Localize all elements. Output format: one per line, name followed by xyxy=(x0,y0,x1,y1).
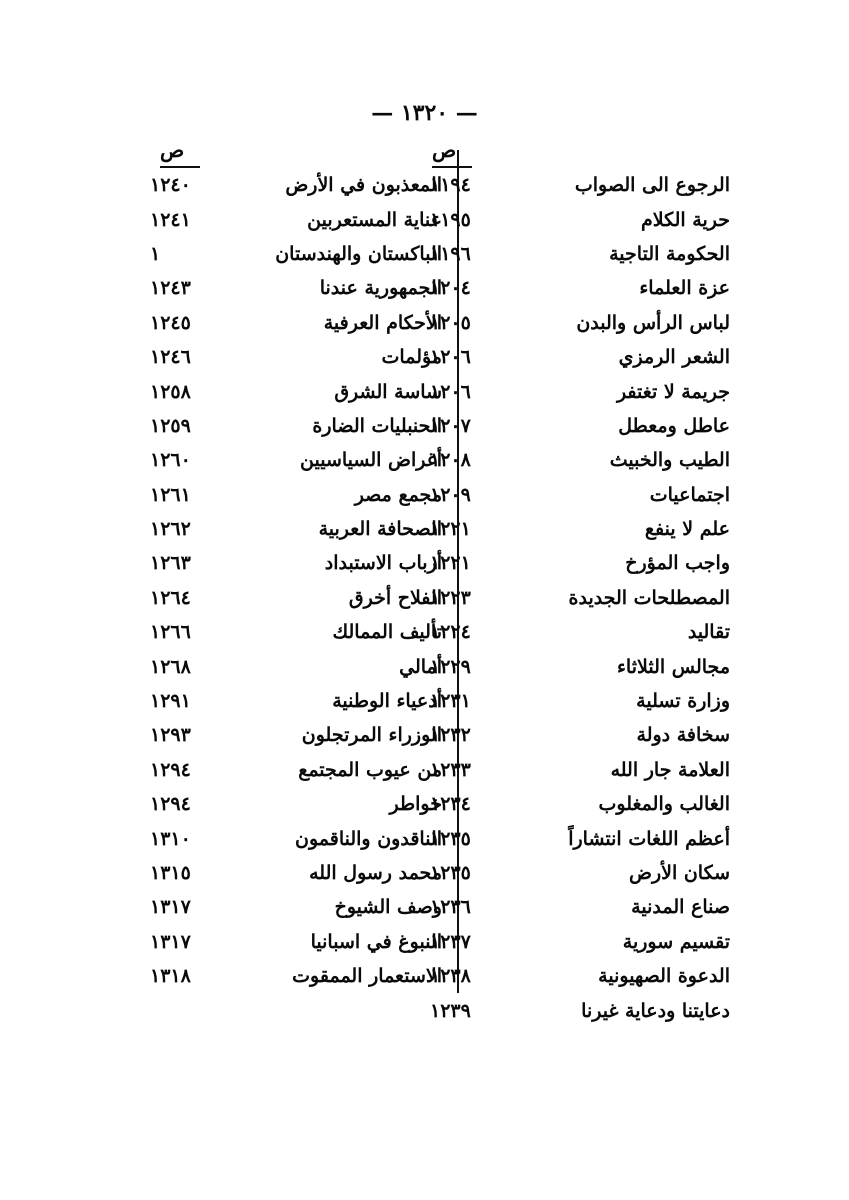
toc-entry-title: سكان الأرض xyxy=(628,862,730,884)
toc-entry-page: ١٢٠٦ xyxy=(430,380,471,403)
toc-entry-page: ١٢٣٤ xyxy=(430,793,471,816)
toc-entry-page: ١٢٢٣ xyxy=(430,586,471,609)
toc-entry-page: ١١٩٦ xyxy=(430,242,471,265)
toc-entry-page: ١٢٣١ xyxy=(430,690,471,713)
toc-entry xyxy=(150,856,442,890)
toc-entry xyxy=(430,959,730,993)
toc-entry xyxy=(430,753,730,787)
toc-entry xyxy=(430,306,730,340)
right-column-list xyxy=(430,168,730,1028)
toc-entry xyxy=(430,821,730,855)
toc-entry xyxy=(150,649,442,683)
toc-entry-title: علم لا ينفع xyxy=(644,518,730,541)
toc-entry xyxy=(150,168,442,202)
toc-entry-page: ١٢٦٤ xyxy=(150,586,191,609)
toc-entry-page: ١٣١٨ xyxy=(150,965,191,988)
right-column-page-header xyxy=(432,138,472,168)
left-column-list xyxy=(150,168,442,993)
toc-entry-page: ١٢٩٤ xyxy=(150,758,191,781)
toc-entry-page: ١٢٣٩ xyxy=(430,999,471,1022)
toc-entry xyxy=(150,959,442,993)
toc-entry xyxy=(150,718,442,752)
toc-entry-title: خواطر xyxy=(389,793,442,816)
toc-entry-page: ١٣١٧ xyxy=(150,930,191,953)
toc-entry xyxy=(150,237,442,271)
toc-entry-title: صناع المدنية xyxy=(631,896,730,919)
right-column-page-header-label: ص xyxy=(432,138,457,162)
toc-entry-title: اجتماعيات xyxy=(649,483,730,506)
toc-entry-page: ١ xyxy=(150,242,161,265)
toc-entry xyxy=(430,615,730,649)
toc-entry xyxy=(150,546,442,580)
toc-entry-title: أرباب الاستبداد xyxy=(324,552,442,575)
toc-entry-title: الأحكام العرفية xyxy=(323,311,442,334)
toc-entry xyxy=(430,409,730,443)
toc-entry-title: مجمع مصر xyxy=(354,483,442,506)
left-column-page-header xyxy=(160,138,200,168)
toc-entry-title: الرجوع الى الصواب xyxy=(574,174,730,197)
toc-entry-page: ١٢٣٥ xyxy=(430,862,471,884)
toc-entry xyxy=(150,684,442,718)
toc-entry-title: الغالب والمغلوب xyxy=(598,793,730,816)
toc-entry-title: الناقدون والناقمون xyxy=(295,827,442,850)
toc-entry xyxy=(150,202,442,236)
toc-entry xyxy=(150,753,442,787)
toc-entry-title: دعايتنا ودعاية غيرنا xyxy=(581,999,730,1022)
toc-entry-page: ١٢٢٤ xyxy=(430,621,471,644)
toc-entry xyxy=(150,409,442,443)
toc-entry-page: ١٢٠٦ xyxy=(430,346,471,369)
toc-entry-page: ١٢٣٢ xyxy=(430,724,471,747)
toc-entry-page: ١٢٩٤ xyxy=(150,793,191,816)
toc-entry-page: ١٢٦٢ xyxy=(150,518,191,541)
toc-entry-title: أدعياء الوطنية xyxy=(332,690,442,713)
toc-entry xyxy=(150,925,442,959)
toc-entry-page: ١٢٥٨ xyxy=(150,380,191,403)
toc-entry xyxy=(150,787,442,821)
toc-entry xyxy=(430,787,730,821)
toc-entry-title: الفلاح أخرق xyxy=(348,586,442,609)
toc-entry-page: ١٢٤٣ xyxy=(150,277,191,300)
toc-entry xyxy=(430,202,730,236)
toc-entry-page: ١٢٢٩ xyxy=(430,655,471,678)
toc-entry-title: الدعوة الصهيونية xyxy=(598,965,730,988)
toc-entry xyxy=(430,237,730,271)
toc-entry-title: تقسيم سورية xyxy=(622,930,730,953)
toc-entry xyxy=(430,271,730,305)
toc-entry xyxy=(430,168,730,202)
toc-entry-page: ١٢٦٣ xyxy=(150,552,191,575)
toc-entry-page: ١٢٠٥ xyxy=(430,311,471,334)
toc-entry xyxy=(430,512,730,546)
toc-entry-page: ١٢٣٣ xyxy=(430,758,471,781)
toc-entry-page: ١٢٠٤ xyxy=(430,277,471,300)
toc-entry-page: ١٢٦١ xyxy=(150,483,191,506)
toc-entry xyxy=(430,890,730,924)
toc-entry-title: سخافة دولة xyxy=(636,724,730,747)
toc-entry xyxy=(430,993,730,1027)
toc-entry-page: ١٣١٥ xyxy=(150,862,191,884)
toc-entry-title: الجمهورية عندنا xyxy=(319,277,442,300)
toc-entry xyxy=(430,856,730,890)
toc-entry-title: الحكومة التاجية xyxy=(609,242,730,265)
toc-entry-title: أمالي xyxy=(399,655,442,678)
toc-entry xyxy=(150,374,442,408)
toc-entry-title: الطيب والخبيث xyxy=(609,449,730,472)
toc-entry-title: الحنبليات الضارة xyxy=(312,414,442,437)
toc-entry-page: ١٢٠٩ xyxy=(430,483,471,506)
toc-entry xyxy=(150,443,442,477)
toc-entry-page: ١٣١٠ xyxy=(150,827,191,850)
toc-entry-title: تقاليد xyxy=(687,621,730,644)
toc-entry-page: ١٢٣٥ xyxy=(430,827,471,850)
toc-entry-page: ١٢٩٣ xyxy=(150,724,191,747)
toc-entry-page: ١٢٣٨ xyxy=(430,965,471,988)
left-column-page-header-label: ص xyxy=(160,138,185,162)
toc-entry-page: ١٢٣٧ xyxy=(430,930,471,953)
toc-entry-title: مجالس الثلاثاء xyxy=(616,655,730,678)
toc-entry xyxy=(430,925,730,959)
toc-entry xyxy=(150,512,442,546)
toc-entry-page: ١٢٢١ xyxy=(430,552,471,575)
toc-entry xyxy=(430,649,730,683)
toc-entry-title: لباس الرأس والبدن xyxy=(576,311,730,334)
toc-entry-title: جريمة لا تغتفر xyxy=(616,380,730,403)
toc-entry-page: ١٢٦٦ xyxy=(150,621,191,644)
toc-entry-title: أغراض السياسيين xyxy=(300,449,442,472)
toc-entry-page: ١٢٤٠ xyxy=(150,174,191,197)
toc-entry-title: حرية الكلام xyxy=(641,208,730,231)
toc-entry-page: ١٢٤٥ xyxy=(150,311,191,334)
toc-entry-title: محمد رسول الله xyxy=(309,862,442,884)
toc-entry-title: وصف الشيوخ xyxy=(334,896,442,919)
toc-entry xyxy=(430,374,730,408)
toc-entry-title: العلامة جار الله xyxy=(610,758,730,781)
toc-entry-title: النبوغ في اسبانيا xyxy=(310,930,442,953)
toc-entry-title: المعذبون في الأرض xyxy=(285,174,442,197)
toc-entry-title: الاستعمار الممقوت xyxy=(292,965,442,988)
toc-entry-title: الشعر الرمزي xyxy=(618,346,730,369)
toc-entry-page: ١١٩٤ xyxy=(430,174,471,197)
toc-entry xyxy=(430,546,730,580)
toc-entry-title: عناية المستعربين xyxy=(307,208,442,231)
toc-entry-title: الوزراء المرتجلون xyxy=(301,724,442,747)
toc-entry-page: ١٢٣٦ xyxy=(430,896,471,919)
toc-entry-page: ١٢٥٩ xyxy=(150,414,191,437)
toc-entry-title: تأليف الممالك xyxy=(332,621,442,644)
toc-entry-title: الباكستان والهندستان xyxy=(275,242,442,265)
toc-entry-page: ١٢٦٨ xyxy=(150,655,191,678)
toc-entry-title: أعظم اللغات انتشاراً xyxy=(568,827,730,850)
toc-entry-title: المصطلحات الجديدة xyxy=(568,586,730,609)
page-number: — ١٣٢٠ — xyxy=(371,100,478,126)
toc-entry xyxy=(150,615,442,649)
toc-entry-page: ١٢٢١ xyxy=(430,518,471,541)
toc-entry xyxy=(430,478,730,512)
toc-entry-page: ١٢٩١ xyxy=(150,690,191,713)
toc-entry-page: ١٢٠٧ xyxy=(430,414,471,437)
toc-entry-page: ١٢٦٠ xyxy=(150,449,191,472)
toc-entry xyxy=(150,890,442,924)
toc-entry xyxy=(430,443,730,477)
toc-entry xyxy=(430,718,730,752)
toc-entry-page: ١٢٤١ xyxy=(150,208,191,231)
toc-entry xyxy=(150,478,442,512)
toc-entry xyxy=(150,271,442,305)
toc-entry-page: ١١٩٥ xyxy=(430,208,471,231)
toc-entry xyxy=(150,306,442,340)
toc-entry-title: وزارة تسلية xyxy=(636,690,730,713)
toc-entry-title: من عيوب المجتمع xyxy=(298,758,442,781)
toc-entry-title: عزة العلماء xyxy=(639,277,730,300)
toc-entry-title: عاطل ومعطل xyxy=(618,414,730,437)
toc-entry-page: ١٢٠٨ xyxy=(430,449,471,472)
toc-entry xyxy=(430,340,730,374)
toc-entry-title: مؤلمات xyxy=(381,346,442,369)
toc-entry xyxy=(430,581,730,615)
toc-entry-page: ١٣١٧ xyxy=(150,896,191,919)
toc-entry-page: ١٢٤٦ xyxy=(150,346,191,369)
toc-entry-title: الصحافة العربية xyxy=(318,518,442,541)
toc-entry xyxy=(150,821,442,855)
toc-entry xyxy=(150,340,442,374)
toc-entry xyxy=(150,581,442,615)
toc-entry-title: ساسة الشرق xyxy=(334,380,442,403)
toc-entry-title: واجب المؤرخ xyxy=(625,552,730,575)
toc-entry xyxy=(430,684,730,718)
